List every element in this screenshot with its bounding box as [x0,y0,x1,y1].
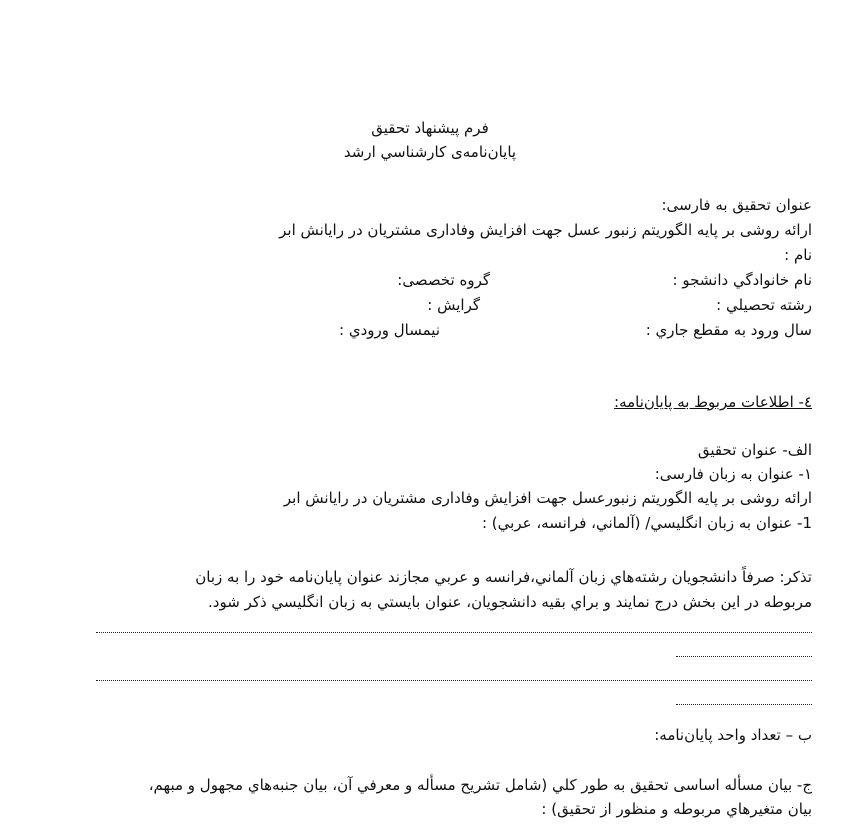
title-en-label: 1- عنوان به زبان انگلیسي/ (آلماني، فرانسه، عربي) : [481,514,812,532]
dotted-line-4 [676,704,812,705]
units-field: ب – تعداد واحد پایان‌نامه: [654,726,812,744]
alef-heading: الف- عنوان تحقیق [697,441,812,459]
form-subtitle: پایان‌نامه‌ی کارشناسي ارشد [343,143,517,161]
section-4-heading: ٤- اطلاعات مربوط به پایان‌نامه: [614,393,812,411]
dotted-line-2 [676,656,812,657]
entry-semester-field: نیمسال ورودي : [339,321,440,339]
group-field: گروه تخصصی: [397,271,490,289]
problem-line-1: ج- بیان مسأله اساسی تحقیق به طور کلي (شامل تشریح مسأله و معرفي آن، بیان جنبه‌هاي مجهول و مبهم، [148,776,812,794]
major-field: رشته تحصیلي : [716,296,812,314]
dotted-line-3 [96,680,812,681]
orientation-field: گرایش : [427,296,480,314]
title-fa-value-2: ارائه روشی بر پایه الگوریتم زنبورعسل جهت افزایش وفاداری مشتریان در رایانش ابر [283,489,812,507]
family-field: نام خانوادگي دانشجو : [672,271,812,289]
note-line-1: تذکر: صرفاً دانشجویان رشته‌هاي زبان آلماني،فرانسه و عربي مجازند عنوان پایان‌نامه خود را به زبان [195,568,812,586]
title-fa-label-2: ١- عنوان به زبان فارسی: [654,465,812,483]
problem-line-2: بیان متغیرهاي مربوطه و منظور از تحقیق) : [541,800,812,818]
form-title: فرم پیشنهاد تحقیق [371,119,489,137]
note-line-2: مربوطه در این بخش درج نمایند و براي بقیه دانشجویان، عنوان بایستي به زبان انگلیسي ذکر شود. [208,593,812,611]
name-field: نام : [784,246,812,264]
entry-year-field: سال ورود به مقطع جاري : [645,321,812,339]
title-fa-value: ارائه روشی بر پایه الگوریتم زنبور عسل جهت افزایش وفاداری مشتریان در رایانش ابر [279,221,812,239]
title-fa-label: عنوان تحقیق به فارسی: [661,196,812,214]
dotted-line-1 [96,632,812,633]
